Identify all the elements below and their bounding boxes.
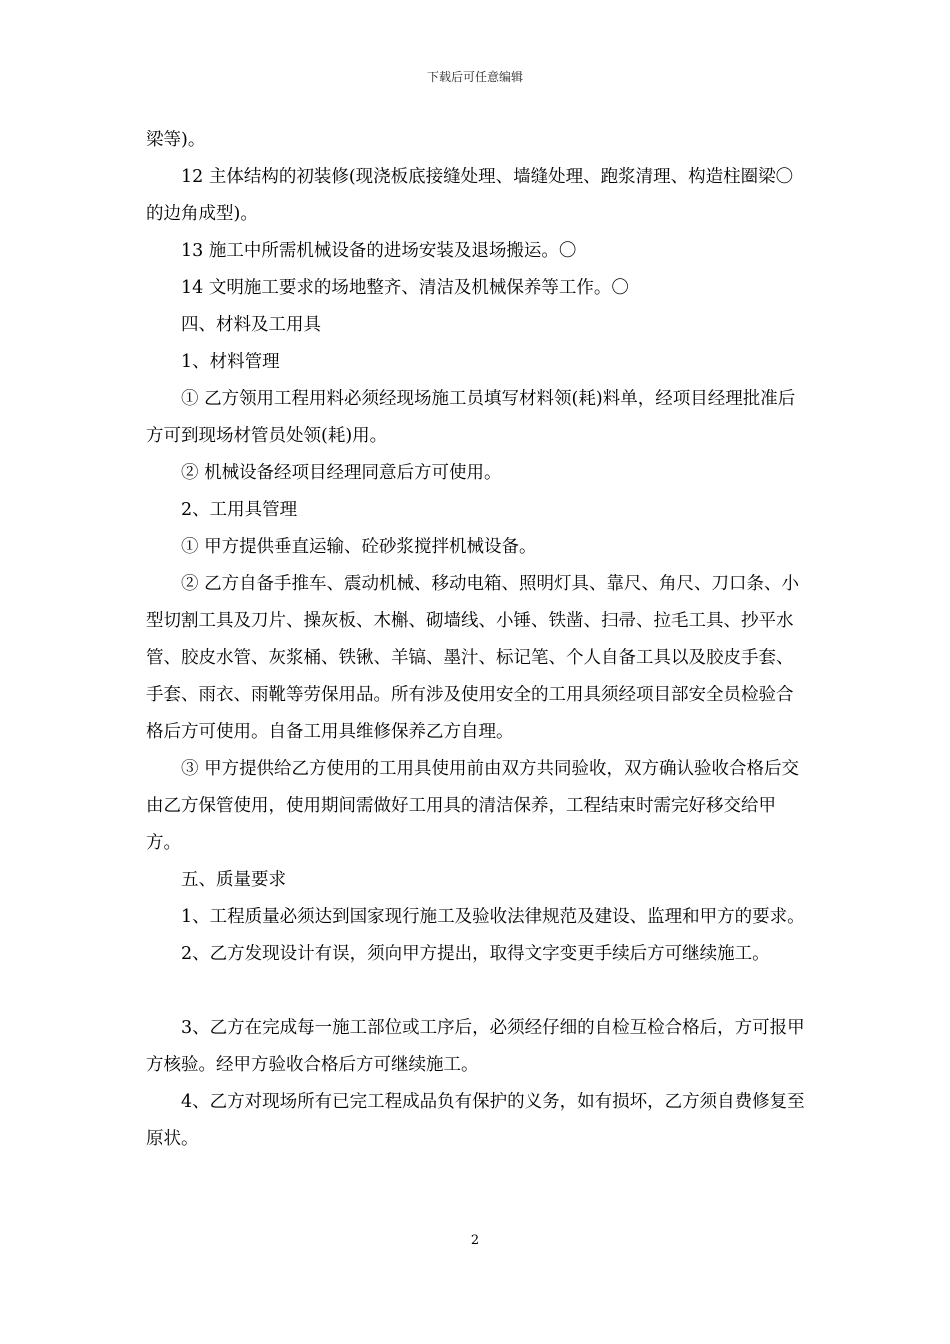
page-number: 2 [470, 1233, 480, 1248]
paragraph-tool-1: ① 甲方提供垂直运输、砼砂浆搅拌机械设备。 [181, 537, 537, 557]
paragraph-tool-2: ② 乙方自备手推车、震动机械、移动电箱、照明灯具、靠尺、角尺、刀口条、小型切割工具及刀片、操灰板、木槲、砌墙线、小锤、铁凿、扫帚、拉毛工具、抄平水管、胶皮水管、灰浆桶、铁锹、羊镐、墨汁、标记笔、个人自备工具以及胶皮手套、手套、雨衣、雨靴等劳保用品。所有涉及使用安全的工用具须经项目部安全员检验合格后方可使用。自备工用具维修保养乙方自理。 [146, 574, 800, 742]
section-heading-materials: 四、材料及工用具 [181, 315, 321, 335]
paragraph-item-14: 14 文明施工要求的场地整齐、清洁及机械保养等工作。〇 [181, 278, 629, 298]
paragraph-quality-4: 4、乙方对现场所有已完工程成品负有保护的义务，如有损坏，乙方须自费修复至原状。 [146, 1092, 805, 1149]
subheading-tool-management: 2、工用具管理 [181, 500, 298, 520]
document-body [146, 122, 808, 1158]
paragraph-material-2: ② 机械设备经项目经理同意后方可使用。 [181, 463, 502, 483]
paragraph-item-12: 12 主体结构的初装修(现浇板底接缝处理、墙缝处理、跑浆清理、构造柱圈梁〇的边角成型)。 [146, 167, 794, 224]
subheading-material-management: 1、材料管理 [181, 352, 280, 372]
paragraph-material-1: ① 乙方领用工程用料必须经现场施工员填写材料领(耗)料单，经项目经理批准后方可到现场材管员处领(耗)用。 [146, 389, 796, 446]
paragraph-item-13: 13 施工中所需机械设备的进场安装及退场搬运。〇 [181, 241, 577, 261]
page-header: 下载后可任意编辑 [426, 70, 523, 84]
blank-line [146, 973, 808, 1010]
paragraph-quality-2: 2、乙方发现设计有误，须向甲方提出，取得文字变更手续后方可继续施工。 [181, 944, 770, 964]
paragraph-continuation: 梁等)。 [146, 130, 206, 150]
section-heading-quality: 五、质量要求 [181, 870, 286, 890]
paragraph-tool-3: ③ 甲方提供给乙方使用的工用具使用前由双方共同验收，双方确认验收合格后交由乙方保管使用，使用期间需做好工用具的清洁保养，工程结束时需完好移交给甲方。 [146, 759, 800, 853]
paragraph-quality-1: 1、工程质量必须达到国家现行施工及验收法律规范及建设、监理和甲方的要求。 [181, 907, 805, 927]
paragraph-quality-3: 3、乙方在完成每一施工部位或工序后，必须经仔细的自检互检合格后，方可报甲方核验。经甲方验收合格后方可继续施工。 [146, 1018, 805, 1075]
